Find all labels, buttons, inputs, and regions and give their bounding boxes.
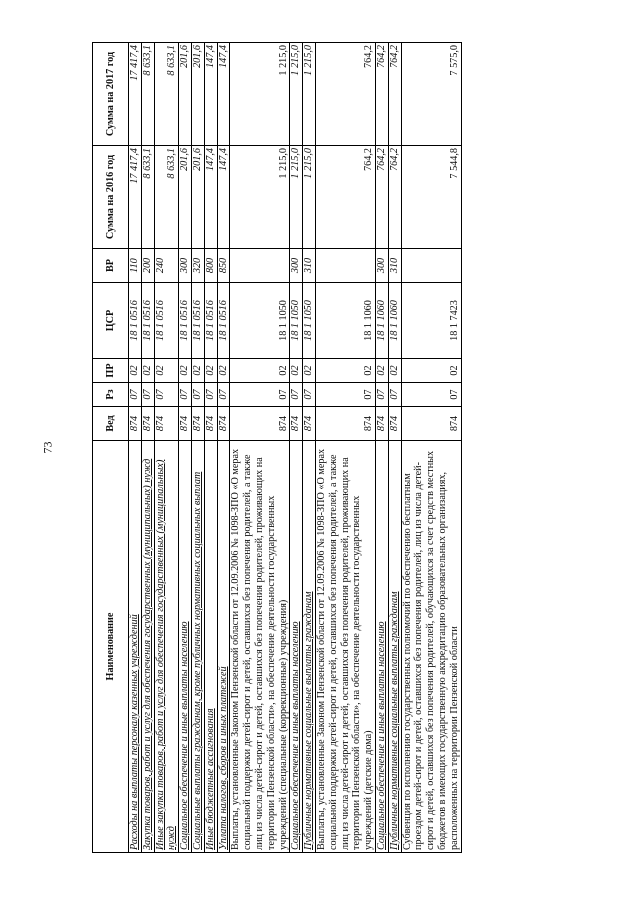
row-sum-2017: 764,2 (388, 43, 401, 146)
row-pr: 02 (290, 359, 303, 383)
row-rz: 07 (154, 383, 179, 407)
row-csr: 18 1 0516 (154, 283, 179, 359)
row-name: Социальные выплаты гражданам, кроме публичных нормативных социальных выплат (191, 441, 204, 853)
header-sum-2017: Сумма на 2017 год (93, 43, 129, 146)
table-row (154, 43, 179, 853)
row-ved: 874 (290, 407, 303, 441)
header-rz: Рз (93, 383, 129, 407)
row-vr: 200 (141, 249, 154, 283)
row-pr: 02 (141, 359, 154, 383)
row-sum-2016: 1 215,0 (230, 146, 290, 249)
row-vr (230, 249, 290, 283)
table-row (375, 43, 388, 853)
row-pr: 02 (191, 359, 204, 383)
row-ved: 874 (141, 407, 154, 441)
row-ved: 874 (191, 407, 204, 441)
row-csr: 18 1 0516 (179, 283, 192, 359)
row-ved: 874 (204, 407, 217, 441)
row-vr: 300 (290, 249, 303, 283)
row-rz: 07 (141, 383, 154, 407)
row-name: Выплаты, установленные Законом Пензенской области от 12.09.2006 № 1098-ЗПО «О мерах социальной поддержки детей-сирот и детей, оставшихся без попечения родителей, а также лиц из числа детей-сирот и детей, оставшихся без попечения родителей, проживающих на территории Пензенской области», на обеспечение деятельности государственных учреждений (специальные (коррекционные) учреждения) (230, 441, 290, 853)
row-ved: 874 (315, 407, 375, 441)
row-sum-2017: 147,4 (217, 43, 230, 146)
row-ved: 874 (388, 407, 401, 441)
row-rz: 07 (303, 383, 316, 407)
row-ved: 874 (217, 407, 230, 441)
row-sum-2017: 147,4 (204, 43, 217, 146)
table-row (388, 43, 401, 853)
row-name: Выплаты, установленные Законом Пензенской области от 12.09.2006 № 1098-ЗПО «О мерах социальной поддержки детей-сирот и детей, оставшихся без попечения родителей, а также лиц из числа детей-сирот и детей, оставшихся без попечения родителей, проживающих на территории Пензенской области», на обеспечение деятельности государственных учреждений (детские дома) (315, 441, 375, 853)
row-sum-2017: 1 215,0 (303, 43, 316, 146)
row-rz: 07 (191, 383, 204, 407)
row-csr: 18 1 0516 (141, 283, 154, 359)
row-sum-2016: 8 633,1 (141, 146, 154, 249)
row-csr: 18 1 0516 (204, 283, 217, 359)
row-rz: 07 (375, 383, 388, 407)
row-vr: 310 (303, 249, 316, 283)
header-sum-2016: Сумма на 2016 год (93, 146, 129, 249)
budget-table (92, 42, 462, 853)
table-row (230, 43, 290, 853)
row-vr: 300 (375, 249, 388, 283)
row-rz: 07 (230, 383, 290, 407)
row-vr (315, 249, 375, 283)
row-sum-2016: 764,2 (388, 146, 401, 249)
row-csr: 18 1 1060 (315, 283, 375, 359)
row-sum-2016: 147,4 (217, 146, 230, 249)
table-row (179, 43, 192, 853)
row-pr: 02 (179, 359, 192, 383)
row-sum-2017: 1 215,0 (290, 43, 303, 146)
row-ved: 874 (375, 407, 388, 441)
table-header-row (93, 43, 129, 853)
row-ved: 874 (303, 407, 316, 441)
row-pr: 02 (375, 359, 388, 383)
row-name: Социальное обеспечение и иные выплаты населению (290, 441, 303, 853)
row-sum-2017: 764,2 (315, 43, 375, 146)
row-rz: 07 (290, 383, 303, 407)
table-row (217, 43, 230, 853)
row-ved: 874 (129, 407, 142, 441)
row-rz: 07 (388, 383, 401, 407)
row-sum-2017: 1 215,0 (230, 43, 290, 146)
row-pr: 02 (129, 359, 142, 383)
row-csr: 18 1 0516 (129, 283, 142, 359)
row-name: Субвенция по исполнению государственных полномочий по обеспечению бесплатным проездом детей-сирот и детей, оставшихся без попечения родителей, лиц из числа детей-сирот и детей, оставшихся без попечения родителей, обучающихся за счет средств местных бюджетов в имеющих государственную аккредитацию образовательных организациях, расположенных на территории Пензенской области (401, 441, 461, 853)
table-body (129, 43, 462, 853)
row-sum-2016: 7 544,8 (401, 146, 461, 249)
row-name: Социальное обеспечение и иные выплаты населению (179, 441, 192, 853)
row-name: Закупка товаров, работ и услуг для обеспечения государственных (муниципальных) нужд (141, 441, 154, 853)
row-vr: 850 (217, 249, 230, 283)
rotated-page (92, 43, 574, 853)
row-sum-2016: 17 417,4 (129, 146, 142, 249)
row-vr: 110 (129, 249, 142, 283)
row-vr: 320 (191, 249, 204, 283)
row-pr: 02 (303, 359, 316, 383)
table-row (141, 43, 154, 853)
row-sum-2016: 764,2 (315, 146, 375, 249)
row-csr: 18 1 1060 (375, 283, 388, 359)
row-ved: 874 (230, 407, 290, 441)
row-rz: 07 (401, 383, 461, 407)
row-sum-2017: 201,6 (179, 43, 192, 146)
row-csr: 18 1 1050 (230, 283, 290, 359)
row-sum-2016: 201,6 (179, 146, 192, 249)
row-name: Уплата налогов, сборов и иных платежей (217, 441, 230, 853)
row-sum-2017: 8 633,1 (154, 43, 179, 146)
table-row (401, 43, 461, 853)
table-row (204, 43, 217, 853)
row-pr: 02 (217, 359, 230, 383)
row-pr: 02 (154, 359, 179, 383)
row-vr (401, 249, 461, 283)
row-pr: 02 (401, 359, 461, 383)
row-sum-2017: 764,2 (375, 43, 388, 146)
row-sum-2016: 1 215,0 (303, 146, 316, 249)
row-rz: 07 (315, 383, 375, 407)
header-csr: ЦСР (93, 283, 129, 359)
row-name: Публичные нормативные социальные выплаты гражданам (388, 441, 401, 853)
row-sum-2017: 201,6 (191, 43, 204, 146)
table-row (290, 43, 303, 853)
row-sum-2017: 7 575,0 (401, 43, 461, 146)
row-ved: 874 (179, 407, 192, 441)
row-pr: 02 (388, 359, 401, 383)
row-name: Иные бюджетные ассигнования (204, 441, 217, 853)
row-ved: 874 (154, 407, 179, 441)
row-name: Иные закупки товаров, работ и услуг для обеспечения государственных (муниципальных) нужд (154, 441, 179, 853)
row-sum-2017: 8 633,1 (141, 43, 154, 146)
row-vr: 240 (154, 249, 179, 283)
header-vr: ВР (93, 249, 129, 283)
row-name: Публичные нормативные социальные выплаты гражданам (303, 441, 316, 853)
row-rz: 07 (129, 383, 142, 407)
table-row (303, 43, 316, 853)
row-csr: 18 1 0516 (191, 283, 204, 359)
row-vr: 800 (204, 249, 217, 283)
row-rz: 07 (204, 383, 217, 407)
row-sum-2017: 17 417,4 (129, 43, 142, 146)
table-row (191, 43, 204, 853)
row-rz: 07 (179, 383, 192, 407)
row-ved: 874 (401, 407, 461, 441)
row-sum-2016: 8 633,1 (154, 146, 179, 249)
row-pr: 02 (315, 359, 375, 383)
row-vr: 300 (179, 249, 192, 283)
row-csr: 18 1 0516 (217, 283, 230, 359)
row-sum-2016: 1 215,0 (290, 146, 303, 249)
row-csr: 18 1 1060 (388, 283, 401, 359)
table-row (315, 43, 375, 853)
header-pr: ПР (93, 359, 129, 383)
row-csr: 18 1 1050 (303, 283, 316, 359)
row-pr: 02 (230, 359, 290, 383)
table-row (129, 43, 142, 853)
row-name: Социальное обеспечение и иные выплаты населению (375, 441, 388, 853)
header-ved: Вед (93, 407, 129, 441)
row-csr: 18 1 7423 (401, 283, 461, 359)
row-sum-2016: 147,4 (204, 146, 217, 249)
row-rz: 07 (217, 383, 230, 407)
row-csr: 18 1 1050 (290, 283, 303, 359)
row-sum-2016: 764,2 (375, 146, 388, 249)
header-name: Наименование (93, 441, 129, 853)
row-name: Расходы на выплаты персоналу казенных учреждений (129, 441, 142, 853)
row-vr: 310 (388, 249, 401, 283)
row-pr: 02 (204, 359, 217, 383)
page-number: 73 (40, 441, 55, 454)
row-sum-2016: 201,6 (191, 146, 204, 249)
